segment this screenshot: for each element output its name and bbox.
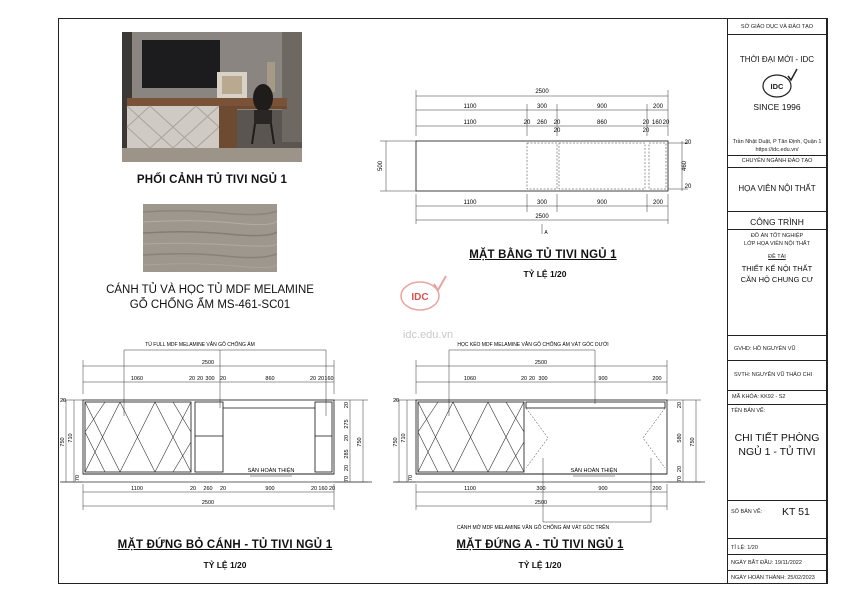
elev1-dim-20b: 20 — [196, 376, 204, 382]
elev1-right-20a: 20 — [344, 401, 350, 409]
tb-project-line2: LỚP HỌA VIÊN NỘI THẤT — [744, 241, 810, 247]
elev1-bottom-total: 2500 — [201, 500, 215, 506]
tb-divider — [728, 167, 826, 168]
elev1-bottom-1100: 1100 — [131, 486, 143, 492]
material-line-1: CÁNH TỦ VÀ HỌC TỦ MDF MELAMINE — [106, 284, 314, 296]
elev2-floor-label: SÀN HOÀN THIỆN — [570, 468, 618, 474]
plan-dim-left: 500 — [378, 160, 384, 172]
elev1-note: TỦ FULL MDF MELAMINE VÂN GỖ CHỐNG ẨM — [145, 342, 255, 348]
elev2-scale: TỶ LỆ 1/20 — [518, 560, 562, 570]
tb-sheet-number: KT 51 — [782, 506, 810, 518]
plan-dim-r2-20b: 20 — [553, 120, 561, 126]
elev1-dim-20d: 20 — [309, 376, 317, 382]
plan-dim-r2-20f: 20 — [662, 120, 670, 126]
elev2-note-top: HỌC KÉO MDF MELAMINE VÂN GỖ CHỐNG ẨM VÁT GÓC DƯỚI — [457, 342, 609, 348]
elev1-bottom-20d: 20 — [328, 486, 336, 492]
elev1-right-70: 70 — [344, 475, 350, 483]
svg-text:IDC: IDC — [411, 292, 429, 303]
plan-dim-r2-860: 860 — [596, 120, 608, 126]
elev2-dim-1060: 1060 — [463, 376, 477, 382]
plan-dim-r2-20d: 20 — [642, 120, 650, 126]
perspective-title: PHỐI CẢNH TỦ TIVI NGỦ 1 — [136, 174, 288, 186]
idc-watermark-logo — [398, 274, 448, 314]
material-swatch — [143, 204, 277, 272]
elev2-bottom-200: 200 — [652, 486, 662, 492]
tb-divider — [728, 500, 826, 501]
tb-school: THỜI ĐẠI MỚI - IDC — [739, 55, 815, 64]
elevation-a-drawing — [393, 338, 705, 538]
tb-divider — [728, 335, 826, 336]
tb-divider — [728, 570, 826, 571]
elev1-left-total: 750 — [60, 437, 66, 447]
tb-divider — [728, 390, 826, 391]
tb-divider — [728, 229, 826, 230]
elev2-right-70: 70 — [677, 475, 683, 483]
material-line-2: GỖ CHỐNG ẨM MS-461-SC01 — [129, 299, 291, 311]
plan-dim-right-20a: 20 — [684, 140, 692, 146]
plan-dim-bottom-900: 900 — [596, 200, 608, 206]
tb-student: SVTH: NGUYỄN VŨ THẢO CHI — [734, 372, 813, 378]
elev2-right-20a: 20 — [677, 401, 683, 409]
plan-dim-bottom-1100: 1100 — [463, 200, 477, 206]
elev2-bottom-total: 2500 — [534, 500, 548, 506]
plan-title: MẶT BẰNG TỦ TIVI NGỦ 1 — [469, 249, 617, 261]
elev1-bottom-20b: 20 — [219, 486, 227, 492]
plan-dim-bottom-total: 2500 — [535, 214, 549, 220]
elev1-bottom-20a: 20 — [189, 486, 197, 492]
elev2-dim-20a: 20 — [520, 376, 528, 382]
tb-drawing-line2: NGỦ 1 - TỦ TIVI — [738, 446, 816, 458]
plan-dim-1100: 1100 — [463, 104, 477, 110]
tb-divider — [728, 211, 826, 212]
elev2-right-580: 580 — [677, 433, 683, 443]
elev1-bottom-160: 160 — [318, 486, 328, 492]
plan-dim-r2-1100: 1100 — [463, 120, 477, 126]
tb-topic-label: ĐỀ TÀI — [768, 254, 786, 260]
tb-project-line1: ĐỒ ÁN TỐT NGHIỆP — [750, 233, 804, 239]
elev1-dim-160: 160 — [324, 376, 334, 382]
plan-dim-bottom-300: 300 — [536, 200, 548, 206]
elev2-dim-total-top: 2500 — [534, 360, 548, 366]
elev1-scale: TỶ LỆ 1/20 — [203, 560, 247, 570]
elev1-right-285: 285 — [344, 449, 350, 459]
elev2-bottom-1100: 1100 — [464, 486, 476, 492]
elev1-dim-total-top: 2500 — [201, 360, 215, 366]
plan-dim-total-top: 2500 — [535, 89, 549, 95]
tb-divider — [728, 554, 826, 555]
plan-dim-bottom-200: 200 — [652, 200, 664, 206]
tb-project-label: CÔNG TRÌNH — [750, 217, 804, 227]
elev1-title: MẶT ĐỨNG BỎ CÁNH - TỦ TIVI NGỦ 1 — [117, 539, 333, 551]
elev1-bottom-260: 260 — [203, 486, 213, 492]
elev1-bottom-900: 900 — [265, 486, 275, 492]
elev2-dim-20b: 20 — [528, 376, 536, 382]
elev2-note-bottom: CÁNH MỞ MDF MELAMINE VÂN GỖ CHỐNG ẨM VÁT GÓC TRÊN — [456, 525, 610, 531]
elev1-floor-label: SÀN HOÀN THIỆN — [247, 468, 295, 474]
elev1-dim-860: 860 — [265, 376, 275, 382]
plan-section-mark: A — [544, 230, 548, 234]
tb-teacher: GVHD: HỒ NGUYÊN VŨ — [734, 346, 796, 352]
tb-topic-line1: THIẾT KẾ NỘI THẤT — [741, 264, 813, 273]
tb-topic-line2: CĂN HỘ CHUNG CƯ — [740, 275, 814, 284]
plan-dim-200: 200 — [652, 104, 664, 110]
elev1-right-20c: 20 — [344, 464, 350, 472]
elevation-no-doors-drawing — [60, 338, 372, 538]
tb-divider — [728, 538, 826, 539]
elev1-dim-1060: 1060 — [130, 376, 144, 382]
elev1-right-20b: 20 — [344, 434, 350, 442]
plan-dim-r2-260: 260 — [536, 120, 548, 126]
tb-divider — [728, 360, 826, 361]
elev1-bottom-20c: 20 — [310, 486, 318, 492]
elev2-right-20b: 20 — [677, 465, 683, 473]
watermark-url: idc.edu.vn — [402, 329, 454, 341]
elev2-bottom-300: 300 — [536, 486, 546, 492]
tb-drawing-line1: CHI TIẾT PHÒNG — [734, 432, 820, 444]
tb-divider — [728, 404, 826, 405]
tb-scale: TỈ LỆ: 1/20 — [731, 545, 758, 551]
elev2-dim-200: 200 — [652, 376, 662, 382]
elev2-left-inner: 710 — [401, 433, 407, 443]
elev2-title: MẶT ĐỨNG A - TỦ TIVI NGỦ 1 — [456, 539, 624, 551]
elev1-left-70: 70 — [75, 474, 81, 482]
perspective-render — [122, 32, 302, 162]
tb-idc-logo — [760, 67, 798, 101]
tb-since: SINCE 1996 — [753, 102, 801, 112]
elev2-right-total: 750 — [690, 437, 696, 447]
tb-start-date: NGÀY BẮT ĐẦU: 19/11/2022 — [731, 560, 802, 566]
elev1-dim-20e: 20 — [317, 376, 325, 382]
plan-dim-300: 300 — [536, 104, 548, 110]
plan-dim-right-20b: 20 — [684, 184, 692, 190]
plan-dim-r2-20c: 20 — [553, 128, 561, 134]
title-block — [727, 18, 827, 584]
elev2-dim-900: 900 — [598, 376, 608, 382]
plan-dim-right-460: 460 — [682, 160, 688, 172]
tb-website: https://idc.edu.vn/ — [755, 147, 799, 153]
tb-major-label: CHUYÊN NGÀNH ĐÀO TẠO — [741, 158, 813, 164]
tb-sheet-label: SỐ BẢN VẼ: — [731, 509, 763, 515]
tb-end-date: NGÀY HOÀN THÀNH: 25/02/2023 — [731, 575, 815, 581]
plan-view-drawing — [370, 84, 700, 234]
elev2-left-70: 70 — [408, 474, 414, 482]
elev1-left-inner: 710 — [68, 433, 74, 443]
tb-divider — [728, 34, 826, 35]
plan-dim-r2-20e: 20 — [642, 128, 650, 134]
elev2-left-20: 20 — [393, 398, 400, 404]
tb-drawing-label: TÊN BẢN VẼ: — [731, 408, 766, 414]
tb-course: MÃ KHÓA: KK92 - S2 — [732, 394, 786, 400]
tb-ministry: SỞ GIÁO DỤC VÀ ĐÀO TẠO — [740, 24, 814, 30]
elev2-bottom-900: 900 — [598, 486, 608, 492]
elev2-left-total: 750 — [393, 437, 399, 447]
plan-dim-r2-20a: 20 — [523, 120, 531, 126]
plan-dim-900: 900 — [596, 104, 608, 110]
plan-scale: TỶ LỆ 1/20 — [523, 269, 567, 279]
elev1-right-total: 750 — [357, 437, 363, 447]
elev1-dim-300: 300 — [205, 376, 215, 382]
elev1-dim-20c: 20 — [219, 376, 227, 382]
tb-address: Trần Nhật Duật, P Tân Định, Quận 1 — [732, 139, 822, 145]
plan-dim-r2-160: 160 — [651, 120, 663, 126]
elev1-right-275: 275 — [344, 419, 350, 429]
tb-divider — [728, 155, 826, 156]
elev2-dim-300: 300 — [538, 376, 548, 382]
tb-major: HỌA VIÊN NỘI THẤT — [738, 184, 816, 193]
elev1-left-20: 20 — [60, 398, 67, 404]
elev1-dim-20a: 20 — [188, 376, 196, 382]
svg-text:IDC: IDC — [770, 82, 784, 91]
